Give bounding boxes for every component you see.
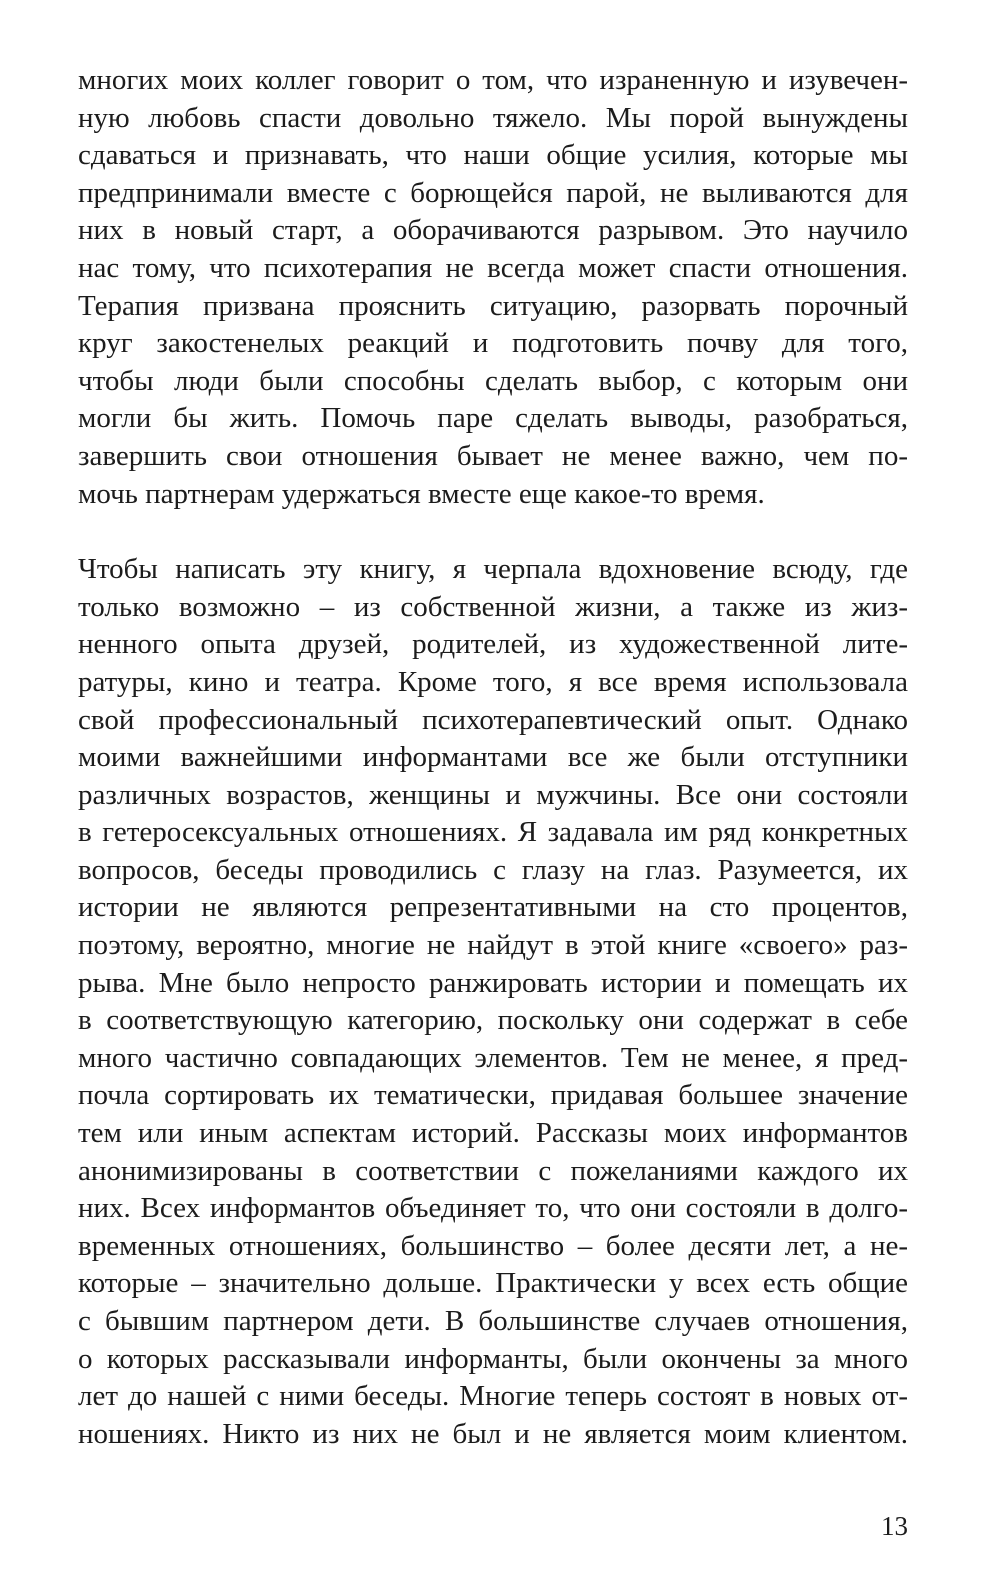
text-line: Чтобы написать эту книгу, я черпала вдохновение всюду, где [78,553,908,586]
text-line: них в новый старт, а оборачиваются разрывом. Это научило [78,214,908,247]
text-line: завершить свои отношения бывает не менее важно, чем по- [78,439,908,472]
text-line: с бывшим партнером дети. В большинстве случаев отношения, [78,1305,908,1337]
text-line: вопросов, беседы проводились с глазу на глаз. Разумеется, их [78,853,908,886]
text-line: мочь партнерам удержаться вместе еще какое-то время. [78,477,765,510]
text-line: ношениях. Никто из них не был и не является моим клиентом. [78,1417,908,1450]
paragraph-1 [78,62,908,513]
text-line: в соответствующую категорию, поскольку они содержат в себе [78,1004,908,1037]
text-line: лет до нашей с ними беседы. Многие теперь состоят в новых от- [78,1380,908,1413]
text-line: в гетеросексуальных отношениях. Я задавала им ряд конкретных [78,816,908,849]
text-line: круг закостенелых реакций и подготовить почву для того, [78,327,908,360]
text-line: истории не являются репрезентативными на сто процентов, [78,891,908,924]
text-line: рыва. Мне было непросто ранжировать истории и помещать их [78,966,908,999]
text-line: о которых рассказывали информанты, были окончены за много [78,1342,908,1375]
text-line: свой профессиональный психотерапевтический опыт. Однако [78,703,908,736]
text-line: предпринимали вместе с борющейся парой, не выливаются для [78,176,908,209]
text-line: моими важнейшими информантами все же были отступники [78,741,908,774]
book-page [78,62,908,1552]
text-line: ную любовь спасти довольно тяжело. Мы порой вынуждены [78,101,908,134]
text-line: много частично совпадающих элементов. Тем не менее, я пред- [78,1041,908,1074]
text-line: временных отношениях, большинство – более десяти лет, а не- [78,1229,908,1262]
text-line: только возможно – из собственной жизни, а также из жиз- [78,590,908,623]
text-line: различных возрастов, женщины и мужчины. Все они состояли [78,778,908,811]
text-line: почла сортировать их тематически, придавая большее значение [78,1079,908,1112]
text-line: ратуры, кино и театра. Кроме того, я все время использовала [78,665,908,698]
text-line: которые – значительно дольше. Практически у всех есть общие [78,1267,908,1300]
text-line: тем или иным аспектам историй. Рассказы моих информантов [78,1117,908,1150]
paragraph-2 [78,551,908,1453]
text-line: них. Всех информантов объединяет то, что они состояли в долго- [78,1192,908,1225]
text-line: нас тому, что психотерапия не всегда может спасти отношения. [78,251,908,284]
text-line: многих моих коллег говорит о том, что израненную и изувечен- [78,64,908,96]
text-line: сдаваться и признавать, что наши общие усилия, которые мы [78,139,908,172]
text-line: анонимизированы в соответствии с пожеланиями каждого их [78,1154,908,1187]
text-line: ненного опыта друзей, родителей, из художественной лите- [78,628,908,661]
text-line: могли бы жить. Помочь паре сделать выводы, разобраться, [78,402,908,435]
text-line: Терапия призвана прояснить ситуацию, разорвать порочный [78,289,908,322]
page-number: 13 [881,1511,908,1541]
text-line: чтобы люди были способны сделать выбор, с которым они [78,364,908,397]
text-line: поэтому, вероятно, многие не найдут в этой книге «своего» раз- [78,929,908,962]
